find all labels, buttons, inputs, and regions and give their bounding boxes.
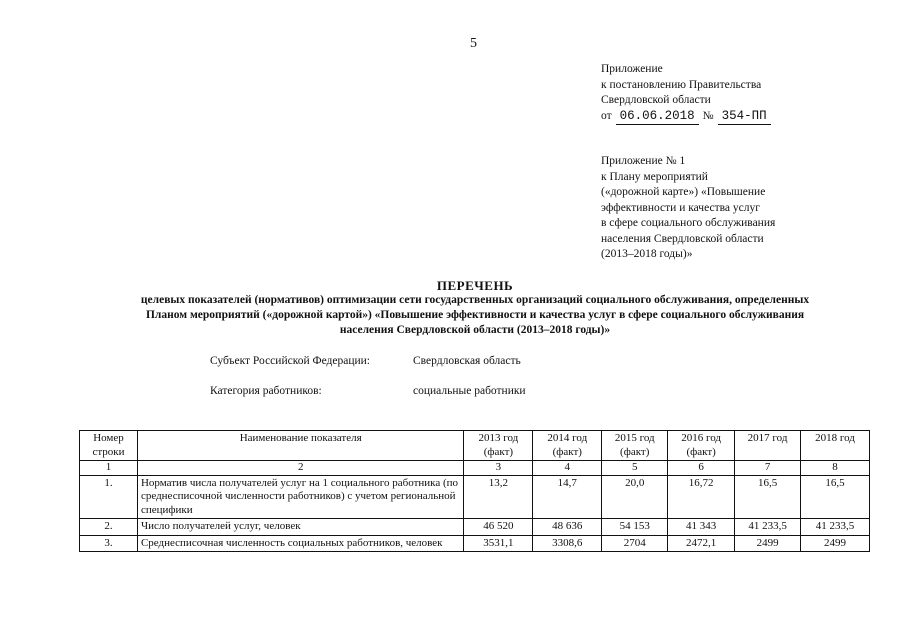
appendix-line: в сфере социального обслуживания [601,217,776,229]
header-year: 2015 год (факт) [602,431,668,461]
from-label: от [601,109,612,122]
column-number: 1 [80,461,138,476]
number-label: № [702,109,714,122]
appendix-line: Приложение № 1 [601,155,686,167]
subject-value: Свердловская область [413,355,521,367]
header-indicator-name: Наименование показателя [137,431,463,461]
value-cell: 16,72 [668,475,735,519]
row-number: 1. [80,475,138,519]
approval-block [601,62,771,125]
header-year: 2013 год (факт) [464,431,533,461]
header-year: 2017 год [735,431,801,461]
header-year: 2014 год (факт) [533,431,602,461]
approval-line: Свердловской области [601,94,711,106]
row-number: 3. [80,535,138,552]
indicator-name: Норматив числа получателей услуг на 1 социального работника (по среднесписочной численности работников) с учетом региональной специфики [137,475,463,519]
indicator-name: Число получателей услуг, человек [137,519,463,536]
value-cell: 13,2 [464,475,533,519]
subtitle-line: целевых показателей (нормативов) оптимизации сети государственных организаций социального обслуживания, определенных [140,294,810,306]
value-cell: 41 233,5 [801,519,870,536]
value-cell: 16,5 [801,475,870,519]
approval-number: 354-ПП [718,109,771,126]
table-row [80,535,870,552]
table-row [80,519,870,536]
value-cell: 14,7 [533,475,602,519]
value-cell: 20,0 [602,475,668,519]
value-cell: 41 343 [668,519,735,536]
column-number-row [80,461,870,476]
table-row [80,475,870,519]
value-cell: 2704 [602,535,668,552]
column-number: 3 [464,461,533,476]
appendix-line: к Плану мероприятий [601,170,708,183]
appendix-line: («дорожной карте») «Повышение [601,186,766,198]
approval-line: к постановлению Правительства [601,78,762,91]
category-row [210,385,526,397]
column-number: 8 [801,461,870,476]
value-cell: 2499 [735,535,801,552]
value-cell: 46 520 [464,519,533,536]
column-number: 6 [668,461,735,476]
header-year: 2016 год (факт) [668,431,735,461]
column-number: 2 [137,461,463,476]
table-header-row [80,431,870,461]
document-subtitle [80,293,870,338]
indicator-name: Среднесписочная численность социальных работников, человек [137,535,463,552]
approval-line: Приложение [601,63,663,75]
appendix-line: населения Свердловской области [601,232,764,245]
appendix-line: (2013–2018 годы)» [601,248,693,260]
value-cell: 16,5 [735,475,801,519]
category-value: социальные работники [413,385,526,397]
subtitle-line: населения Свердловской области (2013–2018 годы)» [339,324,611,336]
category-label: Категория работников: [210,385,322,397]
appendix-line: эффективности и качества услуг [601,201,760,214]
column-number: 5 [602,461,668,476]
column-number: 4 [533,461,602,476]
value-cell: 3531,1 [464,535,533,552]
page-number: 5 [470,36,477,51]
subject-row [210,355,521,367]
row-number: 2. [80,519,138,536]
column-number: 7 [735,461,801,476]
value-cell: 2499 [801,535,870,552]
value-cell: 2472,1 [668,535,735,552]
subtitle-line: Планом мероприятий («дорожной картой») «Повышение эффективности и качества услуг в сфере социального обслуживания [145,309,805,321]
value-cell: 41 233,5 [735,519,801,536]
approval-dateline [601,109,771,126]
header-row-number: Номер строки [80,431,138,461]
value-cell: 3308,6 [533,535,602,552]
value-cell: 48 636 [533,519,602,536]
appendix-block [601,154,775,263]
value-cell: 54 153 [602,519,668,536]
header-year: 2018 год [801,431,870,461]
subject-label: Субъект Российской Федерации: [210,355,370,367]
indicators-table [79,430,870,552]
approval-date: 06.06.2018 [616,109,699,126]
document-title: ПЕРЕЧЕНЬ [436,278,514,293]
